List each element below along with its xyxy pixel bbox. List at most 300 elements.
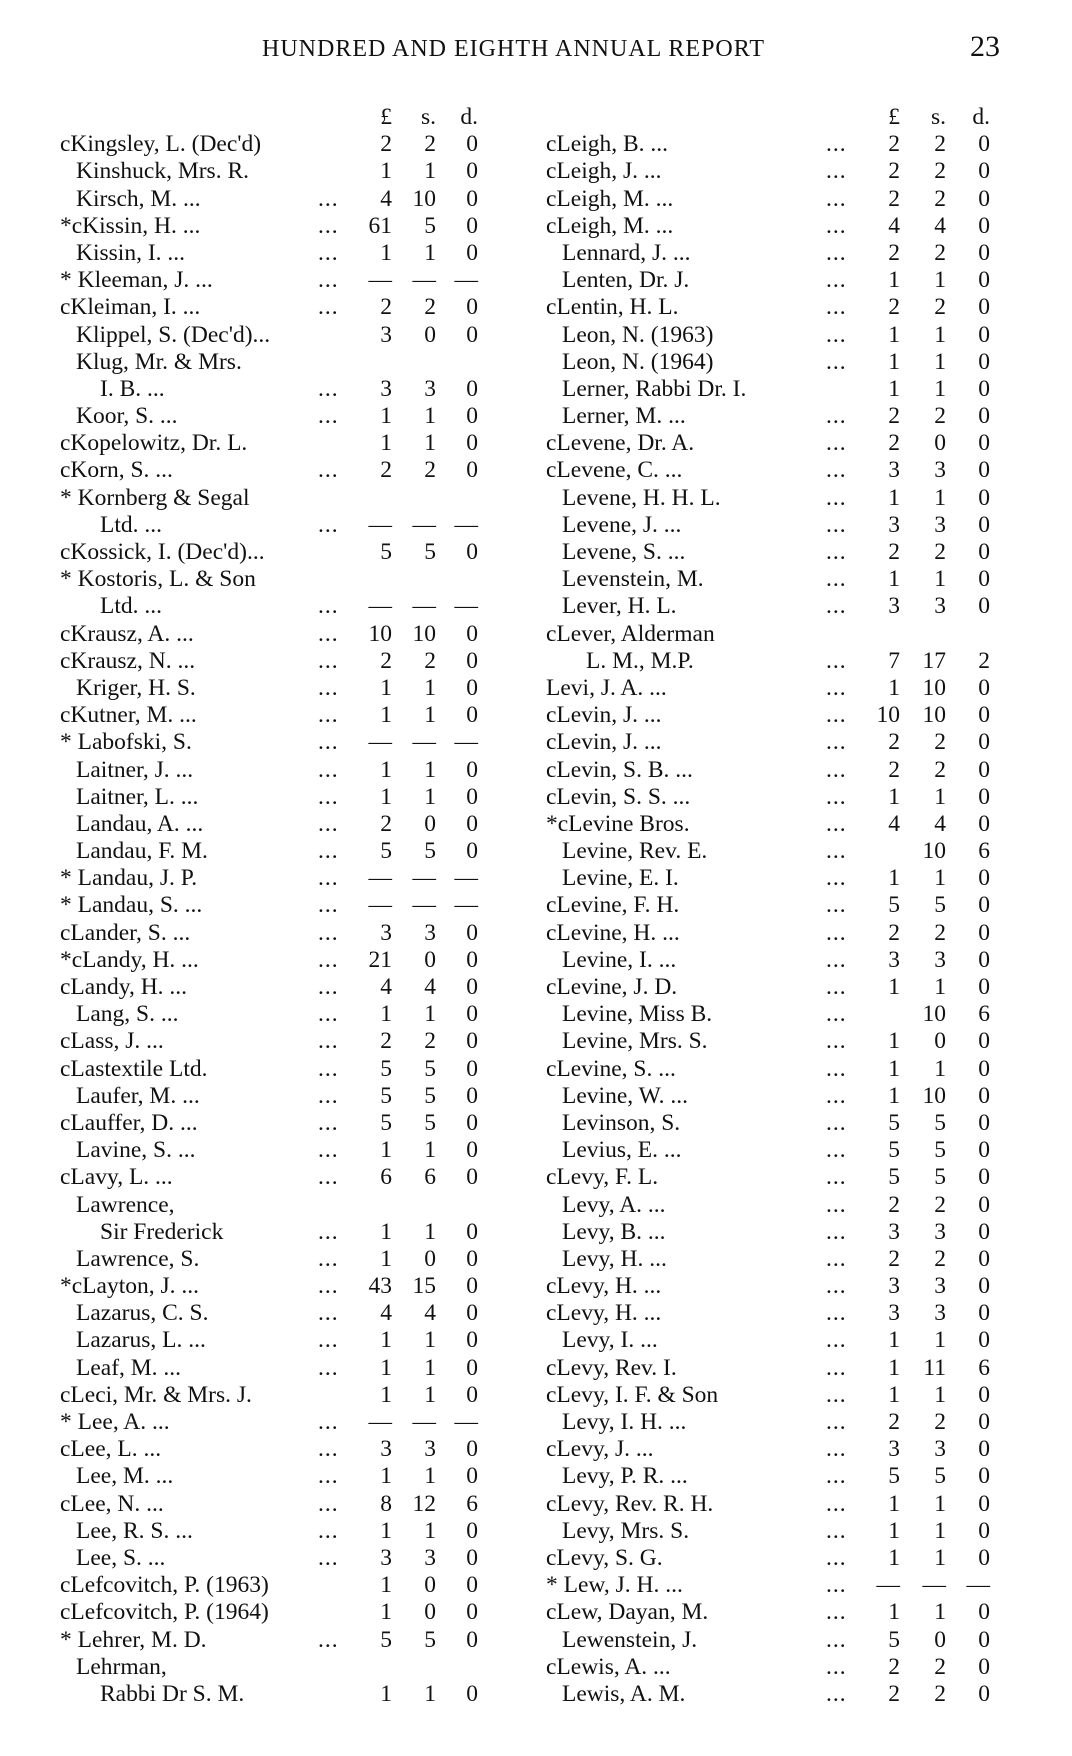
pounds-amount: 5 — [380, 539, 392, 565]
pence-amount: 0 — [978, 212, 990, 239]
shillings-amount: 1 — [934, 348, 946, 375]
subscriber-name: cLevine, S. ... — [546, 1055, 676, 1082]
pence-amount: 0 — [466, 131, 478, 158]
leader-dots: ... — [826, 1218, 847, 1245]
shillings-amount: 3 — [424, 1436, 436, 1463]
shillings-amount: 2 — [934, 1245, 946, 1272]
subscriber-row — [546, 784, 1016, 811]
subscriber-name: Lerner, Rabbi Dr. I. — [562, 375, 747, 402]
pounds-amount: 3 — [888, 946, 900, 973]
pence-amount: 0 — [466, 1327, 478, 1354]
subscriber-row — [546, 294, 1016, 321]
pounds-amount: 5 — [888, 892, 900, 919]
pounds-amount: 5 — [888, 1463, 900, 1490]
subscriber-row — [60, 892, 510, 919]
leader-dots: ... — [318, 294, 339, 321]
pence-amount: 0 — [466, 1273, 478, 1300]
pounds-amount: 3 — [888, 1300, 900, 1327]
subscriber-row — [546, 1028, 1016, 1055]
subscriber-row — [546, 892, 1016, 919]
shillings-amount: 1 — [424, 1680, 436, 1707]
subscriber-row — [60, 621, 510, 648]
pence-amount: 0 — [466, 457, 478, 484]
pence-amount: 0 — [978, 919, 990, 946]
leader-dots: ... — [826, 1001, 847, 1028]
pence-amount: 0 — [466, 647, 478, 674]
pence-amount: — — [966, 1572, 990, 1599]
pounds-amount: 5 — [888, 1626, 900, 1653]
leader-dots: ... — [318, 375, 339, 402]
subscriber-row — [60, 811, 510, 838]
subscriber-row — [60, 974, 510, 1001]
pence-amount: 0 — [466, 946, 478, 973]
subscriber-name: cKopelowitz, Dr. L. — [60, 430, 248, 457]
subscriber-name: Levi, J. A. ... — [546, 674, 667, 701]
pence-amount: 0 — [978, 1055, 990, 1082]
subscriber-row — [60, 729, 510, 756]
pence-amount: — — [454, 267, 478, 294]
subscriber-name: Lazarus, L. ... — [76, 1327, 206, 1354]
shillings-amount: 2 — [934, 1680, 946, 1707]
leader-dots: ... — [826, 783, 847, 810]
pounds-amount: 1 — [888, 375, 900, 402]
pence-amount: — — [454, 865, 478, 892]
pounds-amount: 3 — [888, 1273, 900, 1300]
leader-dots: ... — [826, 756, 847, 783]
pence-amount: 0 — [466, 321, 478, 348]
pounds-amount: 2 — [380, 810, 392, 837]
shillings-amount: 10 — [922, 1001, 946, 1028]
subscriber-row — [60, 1300, 510, 1327]
pounds-amount: 2 — [888, 1245, 900, 1272]
leader-dots: ... — [826, 1109, 847, 1136]
leader-dots: ... — [318, 1354, 339, 1381]
pence-amount: 0 — [466, 1218, 478, 1245]
subscriber-row — [546, 1654, 1016, 1681]
subscriber-row — [546, 593, 1016, 620]
pounds-amount: 2 — [888, 539, 900, 565]
pence-amount: 0 — [978, 1653, 990, 1680]
pence-amount: 0 — [978, 457, 990, 484]
subscriber-row — [546, 186, 1016, 213]
subscriber-row — [546, 1409, 1016, 1436]
leader-dots: ... — [318, 1164, 339, 1191]
shillings-amount: 1 — [934, 1327, 946, 1354]
leader-dots: ... — [826, 865, 847, 892]
shillings-amount: 2 — [934, 239, 946, 266]
pence-amount: 0 — [466, 1599, 478, 1626]
shillings-amount: 1 — [424, 1517, 436, 1544]
subscriber-name: cLevy, Rev. I. — [546, 1354, 677, 1381]
pounds-amount: 2 — [888, 1680, 900, 1707]
shillings-amount: 5 — [424, 539, 436, 565]
leader-dots: ... — [318, 1517, 339, 1544]
leader-dots: ... — [318, 1137, 339, 1164]
subscriber-name: Landau, F. M. — [76, 838, 208, 865]
subscriber-name: cLevine, H. ... — [546, 919, 680, 946]
leader-dots: ... — [318, 239, 339, 266]
shillings-amount: 5 — [424, 1109, 436, 1136]
shillings-amount: 10 — [412, 620, 436, 647]
subscriber-name: cLew, Dayan, M. — [546, 1599, 709, 1626]
shillings-amount: 1 — [934, 484, 946, 511]
subscriber-name: * Landau, S. ... — [60, 892, 203, 919]
shillings-amount: 1 — [934, 1055, 946, 1082]
subscriber-name: Levine, W. ... — [562, 1082, 688, 1109]
pence-amount: 0 — [466, 783, 478, 810]
pounds-amount: 2 — [888, 1409, 900, 1435]
pence-amount: 0 — [466, 974, 478, 1000]
pence-amount: 0 — [466, 1572, 478, 1599]
pence-amount: 0 — [466, 1626, 478, 1653]
shillings-amount: 5 — [424, 838, 436, 865]
pounds-amount: 1 — [888, 865, 900, 892]
shillings-amount: 2 — [424, 1028, 436, 1055]
pence-amount: 0 — [466, 375, 478, 402]
pence-amount: 0 — [978, 865, 990, 892]
subscriber-name: cLevy, Rev. R. H. — [546, 1490, 714, 1517]
subscriber-row — [546, 1192, 1016, 1219]
pence-amount: 0 — [978, 348, 990, 375]
subscriber-row — [60, 430, 510, 457]
shillings-amount: 2 — [424, 294, 436, 321]
pence-amount: 0 — [978, 1544, 990, 1571]
pence-amount: 0 — [466, 756, 478, 783]
shillings-amount: 1 — [424, 1381, 436, 1408]
subscriber-name: Kriger, H. S. — [76, 674, 196, 701]
shillings-amount: 1 — [934, 1517, 946, 1544]
subscriber-row — [60, 512, 510, 539]
subscriber-name: cLefcovitch, P. (1964) — [60, 1599, 269, 1626]
pounds-amount: 1 — [888, 566, 900, 593]
leader-dots: ... — [826, 1055, 847, 1082]
subscriber-name: cLevy, I. F. & Son — [546, 1381, 719, 1408]
pounds-amount: — — [368, 267, 392, 294]
subscriber-row — [546, 240, 1016, 267]
leader-dots: ... — [318, 1245, 339, 1272]
subscriber-row — [546, 1436, 1016, 1463]
pence-amount: 0 — [978, 267, 990, 294]
subscriber-row — [546, 1463, 1016, 1490]
pence-amount: 0 — [978, 1490, 990, 1517]
pence-amount: 0 — [978, 702, 990, 729]
pence-amount: 0 — [978, 1517, 990, 1544]
pounds-amount: 1 — [888, 1055, 900, 1082]
subscriber-name: cLevin, S. B. ... — [546, 756, 693, 783]
leader-dots: ... — [318, 511, 339, 538]
subscriber-name: Lazarus, C. S. — [76, 1300, 209, 1327]
leader-dots: ... — [826, 1490, 847, 1517]
shillings-amount: 1 — [424, 783, 436, 810]
pounds-amount: 1 — [380, 1245, 392, 1272]
shillings-amount: 5 — [934, 1164, 946, 1191]
subscriber-name: Laitner, L. ... — [76, 783, 199, 810]
subscriber-row — [60, 566, 510, 593]
pounds-amount: 1 — [380, 1327, 392, 1354]
shillings-amount: 4 — [934, 810, 946, 837]
leader-dots: ... — [826, 185, 847, 212]
pence-amount: 0 — [978, 1082, 990, 1109]
leader-dots: ... — [318, 457, 339, 484]
subscriber-row — [60, 213, 510, 240]
pounds-amount: — — [368, 892, 392, 919]
subscriber-row — [546, 213, 1016, 240]
shillings-amount: — — [412, 1409, 436, 1435]
pounds-amount: 10 — [368, 620, 392, 647]
pence-amount: 0 — [978, 1109, 990, 1136]
subscriber-name: *cLandy, H. ... — [60, 946, 199, 973]
subscriber-row — [60, 947, 510, 974]
shillings-amount: 1 — [934, 321, 946, 348]
leader-dots: ... — [318, 1409, 339, 1435]
pounds-amount: 1 — [888, 1354, 900, 1381]
pounds-amount: — — [368, 1409, 392, 1435]
pounds-amount: 2 — [888, 158, 900, 185]
pounds-amount: 2 — [888, 430, 900, 457]
pounds-amount: 1 — [888, 1381, 900, 1408]
pence-amount: 0 — [978, 1409, 990, 1435]
subscriber-name: Laufer, M. ... — [76, 1082, 200, 1109]
subscriber-name: cLevine, F. H. — [546, 892, 680, 919]
page-number: 23 — [970, 30, 1000, 63]
pounds-amount: 1 — [888, 321, 900, 348]
pence-amount: 0 — [466, 1544, 478, 1571]
subscriber-row — [60, 1192, 510, 1219]
pounds-amount: 4 — [888, 212, 900, 239]
pence-amount: 0 — [466, 1137, 478, 1164]
shillings-amount: 2 — [934, 756, 946, 783]
pence-amount: 0 — [978, 1599, 990, 1626]
pence-amount: 0 — [978, 131, 990, 158]
subscriber-name: *cKissin, H. ... — [60, 212, 201, 239]
leader-dots: ... — [826, 729, 847, 756]
pence-amount: 0 — [978, 783, 990, 810]
subscriber-name: Levy, H. ... — [562, 1245, 667, 1272]
shillings-amount: — — [412, 729, 436, 756]
subscriber-name: cLevene, Dr. A. — [546, 430, 695, 457]
leader-dots: ... — [318, 810, 339, 837]
leader-dots: ... — [826, 946, 847, 973]
leader-dots: ... — [318, 946, 339, 973]
subscriber-row — [60, 539, 510, 566]
subscriber-name: * Kleeman, J. ... — [60, 267, 213, 294]
leader-dots: ... — [826, 1381, 847, 1408]
subscriber-row — [546, 974, 1016, 1001]
subscriber-row — [60, 1164, 510, 1191]
pence-amount: 0 — [978, 1191, 990, 1218]
subscriber-row — [60, 838, 510, 865]
pounds-amount: 4 — [380, 1300, 392, 1327]
subscriber-row — [546, 1273, 1016, 1300]
subscriber-row — [60, 1491, 510, 1518]
subscriber-name: cLevene, C. ... — [546, 457, 683, 484]
subscriber-name: * Lehrer, M. D. — [60, 1626, 207, 1653]
subscriber-name: * Labofski, S. — [60, 729, 192, 756]
leader-dots: ... — [826, 1463, 847, 1490]
pence-amount: 0 — [978, 1381, 990, 1408]
shillings-amount: 1 — [934, 1599, 946, 1626]
pounds-amount: 8 — [380, 1490, 392, 1517]
leader-dots: ... — [826, 1327, 847, 1354]
shillings-amount: 0 — [424, 1572, 436, 1599]
leader-dots: ... — [826, 1599, 847, 1626]
pounds-amount: 6 — [380, 1164, 392, 1191]
subscriber-row — [546, 1572, 1016, 1599]
subscriber-name: cKleiman, I. ... — [60, 294, 201, 321]
subscriber-name: Levy, I. H. ... — [562, 1409, 687, 1435]
subscriber-name: Levenstein, M. — [562, 566, 704, 593]
pounds-amount: 1 — [888, 974, 900, 1000]
pence-amount: 0 — [978, 566, 990, 593]
shillings-amount: 0 — [424, 321, 436, 348]
pence-amount: 2 — [978, 647, 990, 674]
leader-dots: ... — [826, 1517, 847, 1544]
leader-dots: ... — [318, 892, 339, 919]
subscriber-name: Levy, P. R. ... — [562, 1463, 688, 1490]
subscriber-row — [60, 1545, 510, 1572]
pence-amount: 0 — [978, 1028, 990, 1055]
pence-amount: 0 — [978, 294, 990, 321]
leader-dots: ... — [318, 1001, 339, 1028]
pounds-amount: 3 — [380, 1544, 392, 1571]
pence-amount: 0 — [466, 620, 478, 647]
pounds-amount: 2 — [380, 294, 392, 321]
pounds-amount: 3 — [888, 593, 900, 620]
shillings-amount: 17 — [922, 647, 946, 674]
subscriber-name: Levine, Miss B. — [562, 1001, 713, 1028]
leader-dots: ... — [826, 1626, 847, 1653]
subscriber-row — [60, 1572, 510, 1599]
pounds-amount: 1 — [888, 1327, 900, 1354]
pounds-amount: 1 — [380, 1218, 392, 1245]
subscriber-row — [546, 131, 1016, 158]
leader-dots: ... — [826, 1653, 847, 1680]
report-title: HUNDRED AND EIGHTH ANNUAL REPORT — [262, 36, 765, 62]
subscriber-row — [60, 1001, 510, 1028]
subscriber-row — [60, 1110, 510, 1137]
shillings-amount: 3 — [934, 946, 946, 973]
subscriber-row — [60, 865, 510, 892]
subscriber-row — [60, 1355, 510, 1382]
subscriber-row — [546, 539, 1016, 566]
leader-dots: ... — [826, 294, 847, 321]
pounds-amount: 1 — [380, 1354, 392, 1381]
subscriber-row — [60, 1654, 510, 1681]
subscriber-name: cLever, Alderman — [546, 620, 715, 647]
shillings-amount: 1 — [934, 974, 946, 1000]
shillings-amount: 1 — [934, 375, 946, 402]
pounds-amount: 5 — [380, 1109, 392, 1136]
subscriber-name: Lenten, Dr. J. — [562, 267, 690, 294]
shillings-header: s. — [930, 104, 946, 130]
pence-amount: 0 — [466, 1055, 478, 1082]
pounds-amount: 1 — [888, 1517, 900, 1544]
subscriber-row — [546, 1382, 1016, 1409]
shillings-amount: 1 — [424, 1137, 436, 1164]
pence-amount: 0 — [978, 511, 990, 538]
pence-amount: 0 — [978, 403, 990, 430]
pence-amount: 0 — [466, 1517, 478, 1544]
shillings-amount: 10 — [922, 674, 946, 701]
shillings-amount: 1 — [424, 1218, 436, 1245]
subscriber-row — [546, 1518, 1016, 1545]
shillings-amount: 1 — [934, 1544, 946, 1571]
shillings-amount: 2 — [934, 185, 946, 212]
pence-amount: 0 — [978, 1327, 990, 1354]
subscriber-row — [60, 131, 510, 158]
subscriber-name: Levine, E. I. — [562, 865, 679, 892]
pounds-amount: 21 — [368, 946, 392, 973]
leader-dots: ... — [826, 702, 847, 729]
pounds-amount: 1 — [888, 1028, 900, 1055]
subscriber-name: cLevine, J. D. — [546, 974, 678, 1000]
shillings-amount: 1 — [934, 865, 946, 892]
pence-amount: 0 — [978, 593, 990, 620]
shillings-amount: 2 — [934, 729, 946, 756]
shillings-amount: 3 — [934, 1300, 946, 1327]
shillings-amount: 1 — [424, 1327, 436, 1354]
shillings-amount: 2 — [934, 539, 946, 565]
pounds-amount: 1 — [888, 1082, 900, 1109]
shillings-amount: 6 — [424, 1164, 436, 1191]
subscriber-row — [60, 485, 510, 512]
subscriber-name: Levine, Mrs. S. — [562, 1028, 708, 1055]
pence-amount: — — [454, 892, 478, 919]
pounds-amount: 3 — [380, 1436, 392, 1463]
pence-amount: 0 — [978, 810, 990, 837]
pounds-amount: 1 — [380, 1381, 392, 1408]
subscriber-row — [60, 1382, 510, 1409]
subscriber-row — [546, 1001, 1016, 1028]
subscriber-name: Klug, Mr. & Mrs. — [76, 348, 242, 375]
shillings-amount: 12 — [412, 1490, 436, 1517]
subscriber-name: Levy, B. ... — [562, 1218, 666, 1245]
shillings-amount: 3 — [934, 511, 946, 538]
shillings-amount: 3 — [424, 375, 436, 402]
shillings-header: s. — [420, 104, 436, 130]
subscriber-name: cLevin, J. ... — [546, 702, 662, 729]
left-column — [60, 104, 510, 1708]
shillings-amount: 1 — [934, 1381, 946, 1408]
shillings-amount: 5 — [424, 1082, 436, 1109]
pounds-amount: 2 — [888, 239, 900, 266]
subscriber-name: cLevin, J. ... — [546, 729, 662, 756]
subscriber-row — [60, 593, 510, 620]
shillings-amount: 1 — [934, 783, 946, 810]
subscriber-row — [60, 920, 510, 947]
leader-dots: ... — [826, 1273, 847, 1300]
pounds-amount: 1 — [380, 403, 392, 430]
subscriber-name: Levene, J. ... — [562, 511, 682, 538]
subscriber-name: Kissin, I. ... — [76, 239, 186, 266]
leader-dots: ... — [318, 919, 339, 946]
pence-amount: 0 — [466, 1245, 478, 1272]
shillings-amount: — — [412, 593, 436, 620]
pounds-amount: 2 — [380, 647, 392, 674]
pence-amount: 0 — [978, 430, 990, 457]
leader-dots: ... — [318, 1218, 339, 1245]
pounds-amount: 1 — [888, 1544, 900, 1571]
pence-amount: 0 — [978, 185, 990, 212]
pounds-amount: 5 — [380, 1082, 392, 1109]
leader-dots: ... — [318, 1626, 339, 1653]
shillings-amount: 1 — [424, 158, 436, 185]
pence-amount: 0 — [978, 1164, 990, 1191]
pounds-amount: — — [876, 1572, 900, 1599]
leader-dots: ... — [318, 647, 339, 674]
shillings-amount: 10 — [922, 838, 946, 865]
pounds-amount: 43 — [368, 1273, 392, 1300]
